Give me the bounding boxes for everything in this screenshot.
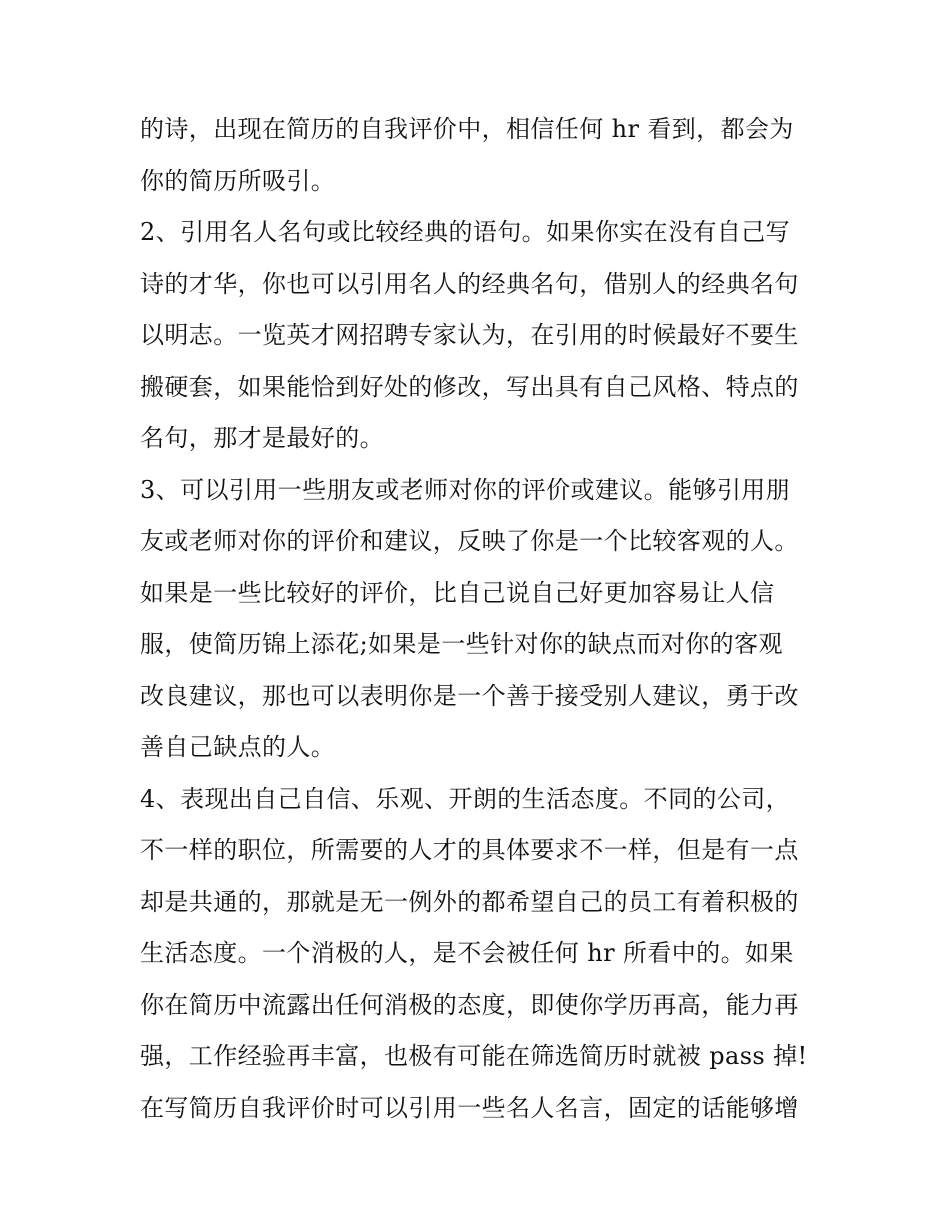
text-line: 在写简历自我评价时可以引用一些名人名言，固定的话能够增 — [140, 1093, 799, 1122]
text-line: 你的简历所吸引。 — [140, 166, 336, 195]
text-line: 友或老师对你的评价和建议，反映了你是一个比较客观的人。 — [140, 527, 799, 555]
document-body — [140, 104, 820, 1134]
text-line: 诗的才华，你也可以引用名人的经典名句，借别人的经典名句 — [140, 269, 799, 298]
text-line: 却是共通的，那就是无一例外的都希望自己的员工有着积极的 — [140, 887, 799, 916]
text-line: 名句，那才是最好的。 — [140, 424, 384, 452]
text-line: 如果是一些比较好的评价，比自己说自己好更加容易让人信 — [140, 578, 775, 607]
text-line: 不一样的职位，所需要的人才的具体要求不一样，但是有一点 — [140, 836, 799, 864]
text-line: 搬硬套，如果能恰到好处的修改，写出具有自己风格、特点的 — [140, 372, 799, 401]
text-line: 3、可以引用一些朋友或老师对你的评价或建议。能够引用朋 — [140, 475, 791, 504]
text-line: 你在简历中流露出任何消极的态度，即使你学历再高，能力再 — [140, 990, 799, 1019]
text-line: 善自己缺点的人。 — [140, 733, 336, 761]
text-line: 4、表现出自己自信、乐观、开朗的生活态度。不同的公司， — [140, 784, 791, 813]
text-line: 的诗，出现在简历的自我评价中，相信任何 hr 看到，都会为 — [140, 115, 794, 143]
text-line: 改良建议，那也可以表明你是一个善于接受别人建议，勇于改 — [140, 681, 799, 710]
text-line: 生活态度。一个消极的人，是不会被任何 hr 所看中的。如果 — [140, 939, 794, 967]
text-line: 服，使简历锦上添花;如果是一些针对你的缺点而对你的客观 — [140, 630, 783, 658]
text-line: 以明志。一览英才网招聘专家认为，在引用的时候最好不要生 — [140, 321, 799, 349]
text-line: 2、引用名人名句或比较经典的语句。如果你实在没有自己写 — [140, 218, 791, 246]
text-line: 强，工作经验再丰富，也极有可能在筛选简历时就被 pass 掉! — [140, 1042, 808, 1070]
